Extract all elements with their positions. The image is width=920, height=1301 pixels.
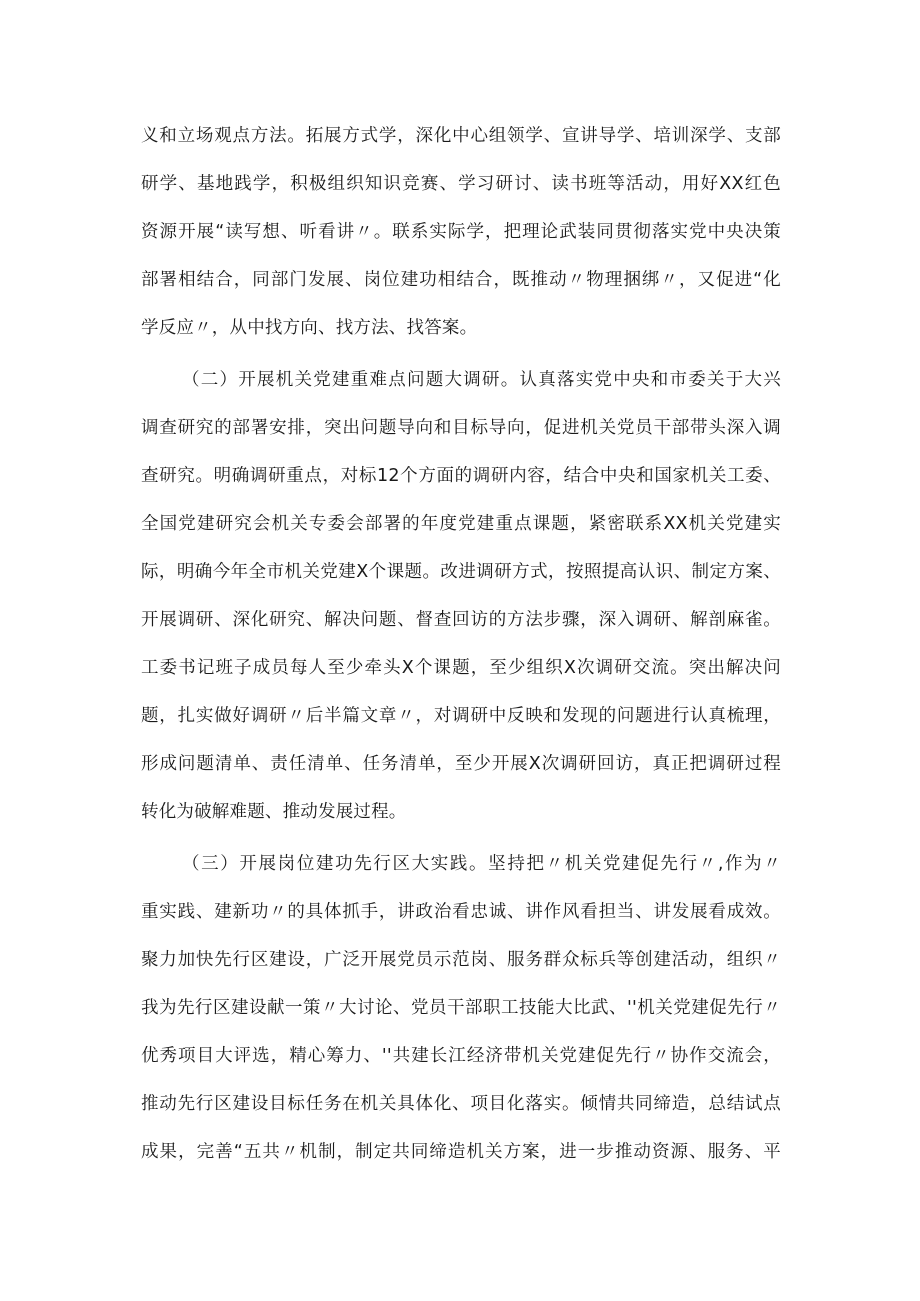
- paragraph-line: 题，扎实做好调研〃后半篇文章〃，对调研中反映和发现的问题进行认真梳理，: [141, 706, 781, 726]
- paragraph-line: 调查研究的部署安排，突出问题导向和目标导向，促进机关党员干部带头深入调: [141, 418, 781, 438]
- paragraph-line: （三）开展岗位建功先行区大实践。坚持把〃机关党建促先行〃,作为〃: [182, 854, 781, 874]
- paragraph-line: 形成问题清单、责任清单、任务清单，至少开展X次调研回访，真正把调研过程: [141, 754, 781, 774]
- paragraph-line: 我为先行区建设献一策〃大讨论、党员干部职工技能大比武、''机关党建促先行〃: [141, 998, 781, 1018]
- paragraph-line: 开展调研、深化研究、解决问题、督查回访的方法步骤，深入调研、解剖麻雀。: [141, 610, 781, 630]
- paragraph-line: 成果，完善“五共〃机制，制定共同缔造机关方案，进一步推动资源、服务、平: [141, 1142, 781, 1162]
- paragraph-line: 工委书记班子成员每人至少牵头X个课题，至少组织X次调研交流。突出解决问: [141, 658, 781, 678]
- paragraph-line: 学反应〃，从中找方向、找方法、找答案。: [141, 318, 478, 338]
- paragraph-line: 部署相结合，同部门发展、岗位建功相结合，既推动〃物理捆绑〃，又促进“化: [141, 270, 781, 290]
- paragraph-line: 转化为破解难题、推动发展过程。: [141, 802, 407, 822]
- paragraph-line: （二）开展机关党建重难点问题大调研。认真落实党中央和市委关于大兴: [182, 370, 781, 390]
- paragraph-line: 资源开展“读写想、听看讲〃。联系实际学，把理论武装同贯彻落实党中央决策: [141, 222, 781, 242]
- paragraph-line: 重实践、建新功〃的具体抓手，讲政治看忠诚、讲作风看担当、讲发展看成效。: [141, 902, 781, 922]
- paragraph-line: 查研究。明确调研重点，对标12个方面的调研内容，结合中央和国家机关工委、: [141, 466, 781, 486]
- paragraph-line: 聚力加快先行区建设，广泛开展党员示范岗、服务群众标兵等创建活动，组织〃: [141, 950, 781, 970]
- paragraph-line: 际，明确今年全市机关党建X个课题。改进调研方式，按照提高认识、制定方案、: [141, 562, 781, 582]
- paragraph-line: 推动先行区建设目标任务在机关具体化、项目化落实。倾情共同缔造，总结试点: [141, 1094, 781, 1114]
- paragraph-line: 义和立场观点方法。拓展方式学，深化中心组领学、宣讲导学、培训深学、支部: [141, 126, 781, 146]
- paragraph-line: 全国党建研究会机关专委会部署的年度党建重点课题，紧密联系XX机关党建实: [141, 514, 781, 534]
- paragraph-line: 优秀项目大评选，精心筹力、''共建长江经济带机关党建促先行〃协作交流会，: [141, 1046, 781, 1066]
- paragraph-line: 研学、基地践学，积极组织知识竞赛、学习研讨、读书班等活动，用好XX红色: [141, 174, 781, 194]
